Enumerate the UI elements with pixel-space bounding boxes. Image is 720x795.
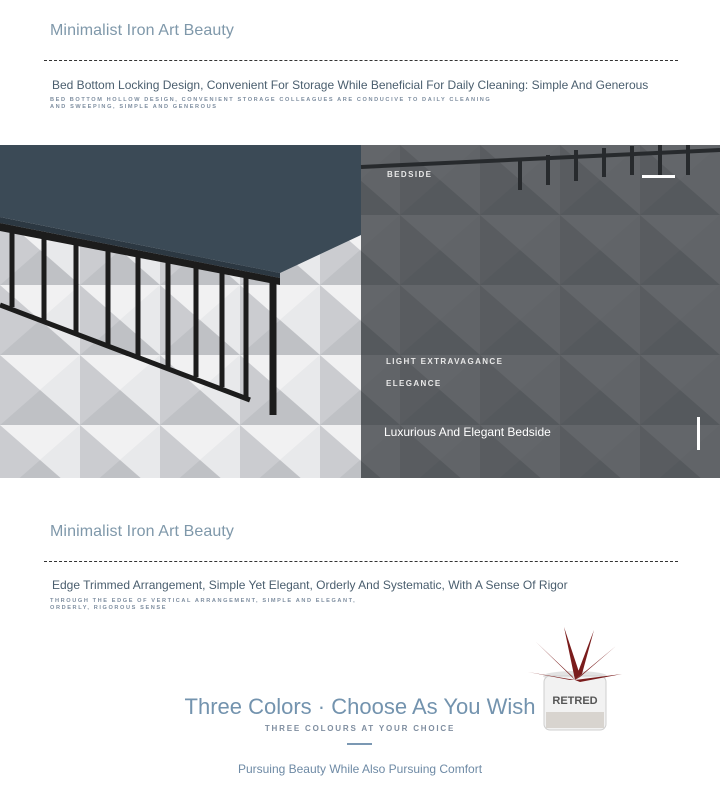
overlay-title: Luxurious And Elegant Bedside — [384, 425, 551, 439]
info-overlay — [361, 145, 720, 478]
section-subtitle: Bed Bottom Locking Design, Convenient For Storage While Beneficial For Daily Cleaning: Simple And Generous — [52, 78, 649, 92]
section-subtitle: Edge Trimmed Arrangement, Simple Yet Elegant, Orderly And Systematic, With A Sense Of Rigor — [52, 578, 568, 592]
divider — [44, 60, 678, 61]
section-caption: BED BOTTOM HOLLOW DESIGN, CONVENIENT STORAGE COLLEAGUES ARE CONDUCIVE TO DAILY CLEANING AND SWEEPING, SIMPLE AND GENEROUS — [50, 97, 492, 110]
bed-photo — [0, 145, 720, 478]
promo-divider — [347, 743, 372, 745]
pot-label: RETRED — [552, 695, 598, 707]
promo-title: Three Colors · Choose As You Wish — [184, 694, 536, 719]
section-caption: THROUGH THE EDGE OF VERTICAL ARRANGEMENT, SIMPLE AND ELEGANT, ORDERLY, RIGOROUS SENSE — [50, 598, 357, 611]
promo-subtitle: THREE COLOURS AT YOUR CHOICE — [264, 724, 456, 733]
overlay-label-luxury: LIGHT EXTRAVAGANCE — [386, 357, 504, 366]
divider — [44, 561, 678, 562]
promo-tagline: Pursuing Beauty While Also Pursuing Comfort — [237, 762, 483, 776]
overlay-dash — [642, 175, 675, 178]
overlay-label-elegance: ELEGANCE — [386, 379, 442, 388]
overlay-bar — [697, 417, 700, 450]
section-title: Minimalist Iron Art Beauty — [50, 22, 234, 39]
section-title: Minimalist Iron Art Beauty — [50, 523, 234, 540]
overlay-label-bedside: BEDSIDE — [387, 170, 433, 179]
